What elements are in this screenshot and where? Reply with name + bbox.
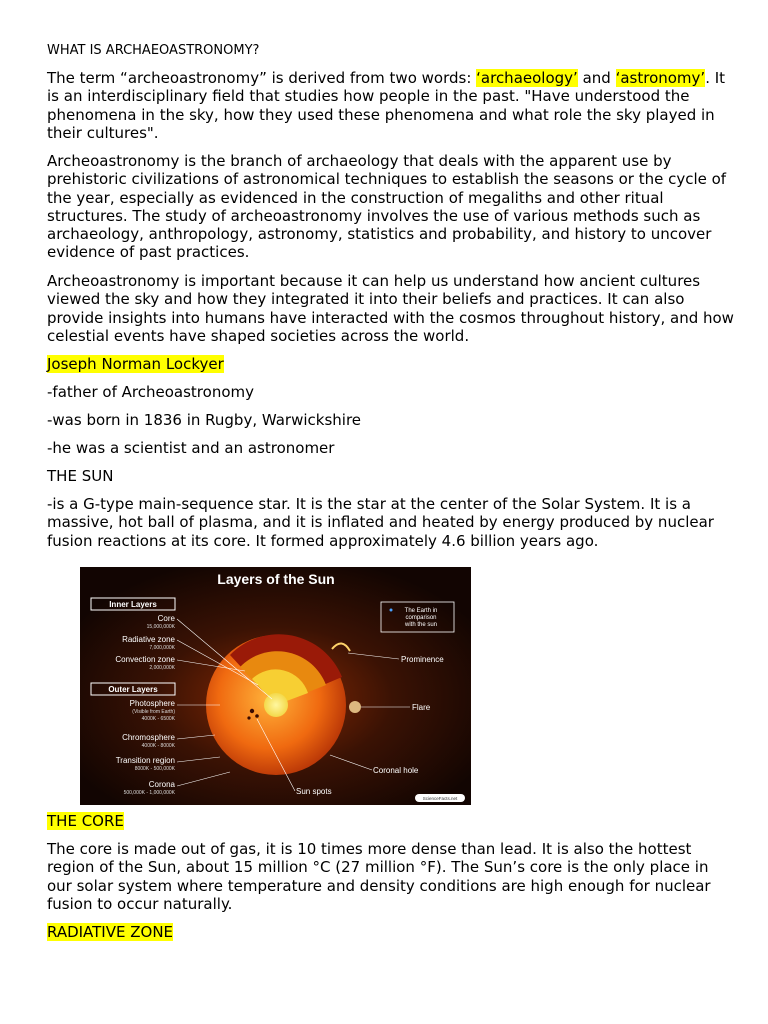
sun-spots-label: Sun spots [296,787,332,796]
figure-title: Layers of the Sun [217,571,335,587]
lockyer-fact-2: -was born in 1836 in Rugby, Warwickshire [47,411,362,429]
highlight-archaeology: ‘archaeology’ [476,69,578,87]
sun-heading: THE SUN [47,467,114,485]
prominence-label: Prominence [401,655,444,664]
lockyer-fact-3: -he was a scientist and an astronomer [47,439,335,457]
flare-label: Flare [412,703,431,712]
intro-text-3: . It is an interdisciplinary field that studies how people in the past. "Have understood the phenomena in the sky, how they used these phenomena and what role the sky played in their cultures". [47,69,726,142]
photosphere-sub: (Visible from Earth) [132,709,175,715]
outer-layers-label: Outer Layers [108,685,158,694]
lockyer-heading: Joseph Norman Lockyer [47,355,224,373]
intro-text-2: and [577,69,616,87]
intro-text-1: The term “archeoastronomy” is derived from two words: [47,69,477,87]
core-paragraph: The core is made out of gas, it is 10 times more dense than lead. It is also the hottest region of the Sun, about 15 million °C (27 million °F). The Sun’s core is the only place in our solar system where temperature and density conditions are high enough for nuclear fusion to occur naturally. [47,840,711,913]
core-label: Core [157,614,175,623]
sun-spot [255,714,259,718]
intro-paragraph [47,69,737,142]
core-center [264,693,288,717]
transition-label: Transition region [115,756,175,765]
photosphere-temp: 4000K - 6500K [141,716,175,722]
credit-text: ScienceFacts.net [422,796,458,801]
core-temp: 15,000,000K [146,624,175,630]
layers-of-sun-figure [80,567,471,805]
radiative-zone-heading: RADIATIVE ZONE [47,923,174,941]
earth-note-2: comparison [405,615,437,621]
chromosphere-label: Chromosphere [122,733,175,742]
earth-note-3: with the sun [404,622,438,628]
photosphere-label: Photosphere [129,699,175,708]
coronal-hole-label: Coronal hole [373,766,419,775]
definition-paragraph: Archeoastronomy is the branch of archaeology that deals with the apparent use by prehistoric civilizations of astronomical techniques to establish the seasons or the cycle of the year, especially as evidenced in the construction of megaliths and other ritual structures. The study of archeoastronomy involves the use of various methods such as archaeology, anthropology, astronomy, statistics and probability, and history to uncover evidence of past practices. [47,152,727,262]
transition-temp: 8000K - 500,000K [134,766,175,772]
flare-spot [349,701,361,713]
importance-paragraph: Archeoastronomy is important because it can help us understand how ancient cultures viewed the sky and how they integrated it into their beliefs and practices. It can also provide insights into humans have interacted with the cosmos throughout history, and how celestial events have shaped societies across the world. [47,272,734,345]
radiative-temp: 7,000,000K [149,645,175,651]
earth-note-1: The Earth in [404,608,438,614]
corona-label: Corona [148,780,175,789]
inner-layers-label: Inner Layers [109,600,157,609]
earth-dot [390,609,393,612]
corona-temp: 500,000K - 1,000,000K [123,790,175,796]
highlight-astronomy: ‘astronomy’ [615,69,706,87]
sun-spot [247,716,250,719]
sun-spot [250,709,254,713]
lockyer-fact-1: -father of Archeoastronomy [47,383,254,401]
convection-label: Convection zone [115,655,175,664]
radiative-label: Radiative zone [122,635,175,644]
core-heading: THE CORE [47,812,124,830]
convection-temp: 2,000,000K [149,665,175,671]
chromosphere-temp: 4000K - 8000K [141,743,175,749]
sun-paragraph: -is a G-type main-sequence star. It is the star at the center of the Solar System. It is a massive, hot ball of plasma, and it is inflated and heated by energy produced by nuclear fusion reactions at its core. It formed approximately 4.6 billion years ago. [47,495,714,550]
page-title: WHAT IS ARCHAEOASTRONOMY? [47,43,260,58]
